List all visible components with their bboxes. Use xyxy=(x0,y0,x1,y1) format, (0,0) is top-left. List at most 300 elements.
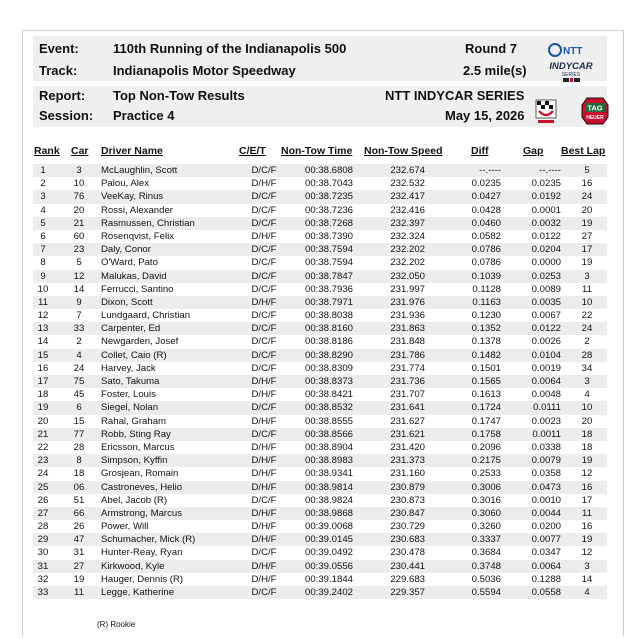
gap-cell: 0.0253 xyxy=(531,270,561,282)
event-value: 110th Running of the Indianapolis 500 xyxy=(113,41,347,56)
diff-cell: 0.1501 xyxy=(471,362,501,374)
cet-cell: D/C/F xyxy=(251,428,277,440)
rank-cell: 10 xyxy=(37,283,49,295)
cet-cell: D/C/F xyxy=(251,349,277,361)
cet-cell: D/H/F xyxy=(251,481,277,493)
car-number-cell: 9 xyxy=(76,296,82,308)
best-lap-cell: 24 xyxy=(581,191,593,203)
best-lap-cell: 10 xyxy=(581,402,593,414)
non-tow-time-cell: 00:38.7390 xyxy=(304,230,353,242)
car-number-cell: 31 xyxy=(73,547,85,559)
diff-cell: 0.3060 xyxy=(471,507,501,519)
car-number-cell: 76 xyxy=(73,191,85,203)
report-header-band xyxy=(33,86,607,127)
rank-cell: 25 xyxy=(37,481,49,493)
driver-name-cell: Foster, Louis xyxy=(101,389,156,401)
gap-cell: 0.0347 xyxy=(531,547,561,559)
cet-cell: D/H/F xyxy=(251,178,277,190)
gap-cell: 0.0019 xyxy=(531,362,561,374)
driver-name-cell: Ferrucci, Santino xyxy=(101,283,174,295)
rank-cell: 12 xyxy=(37,310,49,322)
cet-cell: D/H/F xyxy=(251,415,277,427)
car-number-cell: 06 xyxy=(73,481,85,493)
table-row xyxy=(33,283,607,296)
cet-cell: D/H/F xyxy=(251,455,277,467)
rank-cell: 30 xyxy=(37,547,49,559)
non-tow-speed-cell: 230.847 xyxy=(390,507,425,519)
cet-cell: D/H/F xyxy=(251,521,277,533)
diff-cell: 0.1758 xyxy=(471,428,501,440)
diff-cell: 0.1747 xyxy=(471,415,501,427)
gap-cell: 0.0079 xyxy=(531,455,561,467)
track-value: Indianapolis Motor Speedway xyxy=(113,63,296,78)
best-lap-cell: 17 xyxy=(581,244,593,256)
results-table xyxy=(33,164,607,599)
table-row xyxy=(33,349,607,362)
col-gap: Gap xyxy=(523,145,544,157)
car-number-cell: 24 xyxy=(73,362,85,374)
best-lap-cell: 28 xyxy=(581,349,593,361)
non-tow-time-cell: 00:38.7847 xyxy=(304,270,353,282)
gap-cell: --.---- xyxy=(539,165,561,176)
best-lap-cell: 16 xyxy=(581,521,593,533)
cet-cell: D/C/F xyxy=(251,362,277,374)
best-lap-cell: 19 xyxy=(581,257,593,269)
driver-name-cell: Palou, Alex xyxy=(101,178,150,190)
ntt-indycar-logo xyxy=(543,41,599,83)
diff-cell: 0.3337 xyxy=(471,534,501,546)
driver-name-cell: Hauger, Dennis (R) xyxy=(101,573,184,585)
diff-cell: 0.1128 xyxy=(472,283,501,295)
driver-name-cell: Harvey, Jack xyxy=(101,362,156,374)
best-lap-cell: 5 xyxy=(584,165,590,176)
table-row xyxy=(33,415,607,428)
diff-cell: 0.0428 xyxy=(471,204,501,216)
report-label: Report: xyxy=(39,88,86,103)
non-tow-time-cell: 00:38.9341 xyxy=(304,468,353,480)
rank-cell: 21 xyxy=(37,428,49,440)
rank-cell: 22 xyxy=(37,441,49,453)
rank-cell: 11 xyxy=(38,296,48,308)
non-tow-time-cell: 00:38.8186 xyxy=(304,336,353,348)
cet-cell: D/C/F xyxy=(251,587,277,598)
rank-cell: 28 xyxy=(37,521,49,533)
non-tow-speed-cell: 232.532 xyxy=(390,178,425,190)
non-tow-speed-cell: 231.848 xyxy=(390,336,425,348)
cet-cell: D/C/F xyxy=(251,547,277,559)
best-lap-cell: 11 xyxy=(582,283,592,295)
diff-cell: 0.1039 xyxy=(471,270,501,282)
rank-cell: 23 xyxy=(37,455,49,467)
non-tow-speed-cell: 232.397 xyxy=(390,217,425,229)
diff-cell: 0.0582 xyxy=(471,230,501,242)
best-lap-cell: 3 xyxy=(584,560,590,572)
car-number-cell: 20 xyxy=(73,204,85,216)
best-lap-cell: 4 xyxy=(584,587,590,598)
svg-text:INDYCAR: INDYCAR xyxy=(549,61,593,72)
cet-cell: D/C/F xyxy=(251,270,277,282)
cet-cell: D/H/F xyxy=(251,230,277,242)
non-tow-time-cell: 00:38.8555 xyxy=(304,415,353,427)
driver-name-cell: Siegel, Nolan xyxy=(101,402,159,414)
table-row xyxy=(33,520,607,533)
car-number-cell: 23 xyxy=(73,244,85,256)
rank-cell: 14 xyxy=(37,336,49,348)
table-row xyxy=(33,388,607,401)
event-header-band xyxy=(33,36,607,81)
gap-cell: 0.0192 xyxy=(531,191,561,203)
best-lap-cell: 27 xyxy=(581,230,593,242)
car-number-cell: 14 xyxy=(73,283,85,295)
non-tow-time-cell: 00:38.7268 xyxy=(304,217,353,229)
diff-cell: 0.2533 xyxy=(471,468,501,480)
non-tow-speed-cell: 231.736 xyxy=(390,376,425,387)
car-number-cell: 4 xyxy=(76,349,82,361)
col-diff: Diff xyxy=(471,145,489,157)
non-tow-speed-cell: 231.976 xyxy=(390,296,425,308)
non-tow-time-cell: 00:38.8532 xyxy=(304,402,353,414)
non-tow-speed-cell: 231.936 xyxy=(390,310,425,322)
non-tow-speed-cell: 230.873 xyxy=(390,494,425,506)
col-best-lap: Best Lap xyxy=(561,145,606,157)
non-tow-speed-cell: 232.416 xyxy=(390,204,425,216)
diff-cell: 0.1378 xyxy=(471,336,501,348)
driver-name-cell: Hunter-Reay, Ryan xyxy=(101,547,183,559)
non-tow-speed-cell: 231.641 xyxy=(390,402,425,414)
best-lap-cell: 4 xyxy=(584,389,590,401)
diff-cell: 0.0427 xyxy=(471,191,501,203)
car-number-cell: 11 xyxy=(74,587,84,598)
cet-cell: D/H/F xyxy=(251,389,277,401)
diff-cell: 0.0235 xyxy=(471,178,501,190)
gap-cell: 0.0558 xyxy=(531,587,561,598)
non-tow-speed-cell: 229.683 xyxy=(390,573,425,585)
results-sheet xyxy=(22,30,624,636)
table-row xyxy=(33,375,607,388)
gap-cell: 0.0035 xyxy=(531,296,561,308)
table-row xyxy=(33,494,607,507)
session-value: Practice 4 xyxy=(113,108,175,123)
cet-cell: D/H/F xyxy=(251,296,277,308)
col-driver-name: Driver Name xyxy=(101,145,163,157)
best-lap-cell: 12 xyxy=(581,468,593,480)
cet-cell: D/C/F xyxy=(251,204,277,216)
best-lap-cell: 12 xyxy=(581,547,593,559)
svg-text:NTT: NTT xyxy=(563,46,583,57)
best-lap-cell: 24 xyxy=(581,323,593,335)
non-tow-time-cell: 00:38.8566 xyxy=(304,428,353,440)
car-number-cell: 10 xyxy=(73,178,85,190)
driver-name-cell: O'Ward, Pato xyxy=(101,257,158,269)
table-row xyxy=(33,533,607,546)
svg-text:HEUER: HEUER xyxy=(586,115,604,121)
non-tow-speed-cell: 230.683 xyxy=(390,534,425,546)
rank-cell: 3 xyxy=(40,191,46,203)
gap-cell: 0.0023 xyxy=(531,415,561,427)
driver-name-cell: Schumacher, Mick (R) xyxy=(101,534,196,546)
non-tow-time-cell: 00:39.0145 xyxy=(304,534,353,546)
best-lap-cell: 16 xyxy=(581,178,593,190)
car-number-cell: 19 xyxy=(73,573,85,585)
car-number-cell: 27 xyxy=(73,560,85,572)
rank-cell: 29 xyxy=(37,534,49,546)
diff-cell: 0.5036 xyxy=(471,573,501,585)
rank-cell: 32 xyxy=(37,573,49,585)
rank-cell: 15 xyxy=(37,349,49,361)
non-tow-time-cell: 00:39.0492 xyxy=(304,547,353,559)
table-row xyxy=(33,230,607,243)
non-tow-speed-cell: 231.420 xyxy=(390,441,425,453)
table-row xyxy=(33,573,607,586)
car-number-cell: 60 xyxy=(73,230,85,242)
table-row xyxy=(33,362,607,375)
gap-cell: 0.0044 xyxy=(531,507,561,519)
cet-cell: D/H/F xyxy=(251,507,277,519)
driver-name-cell: Daly, Conor xyxy=(101,244,151,256)
non-tow-speed-cell: 230.879 xyxy=(390,481,425,493)
non-tow-time-cell: 00:38.7936 xyxy=(304,283,353,295)
diff-cell: 0.2096 xyxy=(471,441,501,453)
rank-cell: 26 xyxy=(37,494,49,506)
rank-cell: 24 xyxy=(37,468,49,480)
best-lap-cell: 19 xyxy=(581,534,593,546)
non-tow-time-cell: 00:38.7043 xyxy=(304,178,353,190)
cet-cell: D/H/F xyxy=(251,560,277,572)
gap-cell: 0.0473 xyxy=(531,481,561,493)
gap-cell: 0.0338 xyxy=(531,441,561,453)
rank-cell: 18 xyxy=(37,389,49,401)
non-tow-time-cell: 00:38.7236 xyxy=(304,204,353,216)
round-label: Round 7 xyxy=(465,41,517,56)
gap-cell: 0.0032 xyxy=(531,217,561,229)
session-label: Session: xyxy=(39,108,94,123)
rank-cell: 19 xyxy=(37,402,49,414)
gap-cell: 0.0111 xyxy=(533,402,561,414)
best-lap-cell: 14 xyxy=(581,573,593,585)
cet-cell: D/C/F xyxy=(251,402,277,414)
cet-cell: D/C/F xyxy=(251,336,277,348)
rank-cell: 16 xyxy=(37,362,49,374)
gap-cell: 0.0122 xyxy=(531,323,561,335)
car-number-cell: 7 xyxy=(76,310,82,322)
speedway-logo xyxy=(535,99,557,125)
non-tow-time-cell: 00:38.8373 xyxy=(304,376,353,387)
car-number-cell: 2 xyxy=(76,336,82,348)
gap-cell: 0.0001 xyxy=(531,204,561,216)
rookie-footnote: (R) Rookie xyxy=(97,620,136,629)
gap-cell: 0.0104 xyxy=(531,349,561,361)
car-number-cell: 26 xyxy=(73,521,85,533)
table-row xyxy=(33,177,607,190)
driver-name-cell: McLaughlin, Scott xyxy=(101,165,178,176)
best-lap-cell: 10 xyxy=(581,296,593,308)
non-tow-speed-cell: 231.863 xyxy=(390,323,425,335)
rank-cell: 33 xyxy=(37,587,49,598)
non-tow-speed-cell: 232.050 xyxy=(390,270,425,282)
rank-cell: 5 xyxy=(40,217,46,229)
gap-cell: 0.0064 xyxy=(531,376,561,387)
table-row xyxy=(33,546,607,559)
driver-name-cell: Malukas, David xyxy=(101,270,167,282)
non-tow-speed-cell: 230.729 xyxy=(390,521,425,533)
car-number-cell: 3 xyxy=(76,165,82,176)
table-row xyxy=(33,481,607,494)
gap-cell: 0.0000 xyxy=(531,257,561,269)
gap-cell: 0.1288 xyxy=(531,573,561,585)
diff-cell: 0.1565 xyxy=(471,376,501,387)
cet-cell: D/H/F xyxy=(251,468,277,480)
car-number-cell: 8 xyxy=(76,455,82,467)
non-tow-time-cell: 00:38.6808 xyxy=(304,165,353,176)
non-tow-time-cell: 00:38.7971 xyxy=(304,296,353,308)
col-rank: Rank xyxy=(34,145,60,157)
rank-cell: 1 xyxy=(40,165,46,176)
diff-cell: 0.1482 xyxy=(471,349,501,361)
cet-cell: D/C/F xyxy=(251,244,277,256)
diff-cell: 0.0786 xyxy=(471,244,501,256)
gap-cell: 0.0077 xyxy=(531,534,561,546)
car-number-cell: 33 xyxy=(73,323,85,335)
non-tow-time-cell: 00:38.9824 xyxy=(304,494,353,506)
driver-name-cell: Simpson, Kyffin xyxy=(101,455,168,467)
diff-cell: --.---- xyxy=(479,165,501,176)
cet-cell: D/H/F xyxy=(251,376,277,387)
non-tow-speed-cell: 231.621 xyxy=(390,428,425,440)
driver-name-cell: Rosenqvist, Felix xyxy=(101,230,175,242)
non-tow-speed-cell: 231.774 xyxy=(390,362,425,374)
table-row xyxy=(33,190,607,203)
rank-cell: 8 xyxy=(40,257,46,269)
best-lap-cell: 17 xyxy=(581,494,593,506)
gap-cell: 0.0200 xyxy=(531,521,561,533)
best-lap-cell: 19 xyxy=(581,455,593,467)
gap-cell: 0.0064 xyxy=(531,560,561,572)
gap-cell: 0.0011 xyxy=(532,428,561,440)
best-lap-cell: 3 xyxy=(584,270,590,282)
non-tow-time-cell: 00:39.0068 xyxy=(304,521,353,533)
diff-cell: 0.1163 xyxy=(472,296,501,308)
non-tow-time-cell: 00:38.7594 xyxy=(304,244,353,256)
best-lap-cell: 16 xyxy=(581,481,593,493)
col-car: Car xyxy=(71,145,89,157)
diff-cell: 0.1352 xyxy=(471,323,501,335)
diff-cell: 0.3006 xyxy=(471,481,501,493)
best-lap-cell: 18 xyxy=(581,428,593,440)
table-row xyxy=(33,270,607,283)
event-label: Event: xyxy=(39,41,79,56)
gap-cell: 0.0122 xyxy=(531,230,561,242)
driver-name-cell: Legge, Katherine xyxy=(101,587,175,598)
cet-cell: D/C/F xyxy=(251,257,277,269)
non-tow-speed-cell: 231.373 xyxy=(390,455,425,467)
rank-cell: 4 xyxy=(40,204,46,216)
non-tow-time-cell: 00:38.8160 xyxy=(304,323,353,335)
table-row xyxy=(33,335,607,348)
driver-name-cell: Ericsson, Marcus xyxy=(101,441,175,453)
driver-name-cell: Lundgaard, Christian xyxy=(101,310,191,322)
driver-name-cell: Sato, Takuma xyxy=(101,376,160,387)
car-number-cell: 15 xyxy=(73,415,85,427)
driver-name-cell: Rasmussen, Christian xyxy=(101,217,195,229)
car-number-cell: 18 xyxy=(73,468,85,480)
cet-cell: D/C/F xyxy=(251,494,277,506)
non-tow-speed-cell: 232.202 xyxy=(390,244,425,256)
non-tow-time-cell: 00:38.8904 xyxy=(304,441,353,453)
driver-name-cell: Collet, Caio (R) xyxy=(101,349,167,361)
gap-cell: 0.0235 xyxy=(531,178,561,190)
gap-cell: 0.0048 xyxy=(531,389,561,401)
table-row xyxy=(33,243,607,256)
table-row xyxy=(33,217,607,230)
non-tow-time-cell: 00:39.0556 xyxy=(304,560,353,572)
non-tow-time-cell: 00:38.7594 xyxy=(304,257,353,269)
non-tow-time-cell: 00:39.1844 xyxy=(304,573,353,585)
non-tow-speed-cell: 230.478 xyxy=(390,547,425,559)
table-row xyxy=(33,322,607,335)
cet-cell: D/C/F xyxy=(251,283,277,295)
non-tow-time-cell: 00:38.8421 xyxy=(304,389,353,401)
non-tow-time-cell: 00:38.8983 xyxy=(304,455,353,467)
best-lap-cell: 2 xyxy=(584,336,590,348)
car-number-cell: 12 xyxy=(73,270,85,282)
driver-name-cell: Castroneves, Helio xyxy=(101,481,183,493)
diff-cell: 0.1613 xyxy=(471,389,501,401)
non-tow-speed-cell: 231.997 xyxy=(390,283,425,295)
non-tow-speed-cell: 232.202 xyxy=(390,257,425,269)
cet-cell: D/C/F xyxy=(251,323,277,335)
svg-text:SERIES: SERIES xyxy=(561,72,581,78)
col-cet: C/E/T xyxy=(239,145,266,157)
table-row xyxy=(33,164,607,177)
table-row xyxy=(33,507,607,520)
cet-cell: D/C/F xyxy=(251,191,277,203)
driver-name-cell: VeeKay, Rinus xyxy=(101,191,164,203)
report-value: Top Non-Tow Results xyxy=(113,88,245,103)
car-number-cell: 51 xyxy=(73,494,85,506)
non-tow-time-cell: 00:38.8290 xyxy=(304,349,353,361)
col-non-tow-speed: Non-Tow Speed xyxy=(364,145,443,157)
cet-cell: D/H/F xyxy=(251,534,277,546)
rank-cell: 9 xyxy=(40,270,46,282)
non-tow-speed-cell: 232.417 xyxy=(390,191,425,203)
col-non-tow-time: Non-Tow Time xyxy=(281,145,353,157)
car-number-cell: 77 xyxy=(73,428,85,440)
rank-cell: 20 xyxy=(37,415,49,427)
non-tow-time-cell: 00:39.2402 xyxy=(304,587,353,598)
gap-cell: 0.0204 xyxy=(531,244,561,256)
non-tow-speed-cell: 232.324 xyxy=(390,230,425,242)
non-tow-time-cell: 00:38.9814 xyxy=(304,481,353,493)
gap-cell: 0.0358 xyxy=(531,468,561,480)
rank-cell: 31 xyxy=(37,560,49,572)
table-row xyxy=(33,256,607,269)
track-label: Track: xyxy=(39,63,78,78)
non-tow-speed-cell: 232.674 xyxy=(390,165,425,176)
best-lap-cell: 20 xyxy=(581,415,593,427)
cet-cell: D/C/F xyxy=(251,165,277,176)
table-row xyxy=(33,454,607,467)
driver-name-cell: Abel, Jacob (R) xyxy=(101,494,168,506)
non-tow-time-cell: 00:38.8309 xyxy=(304,362,353,374)
non-tow-speed-cell: 231.707 xyxy=(390,389,425,401)
car-number-cell: 28 xyxy=(73,441,85,453)
non-tow-time-cell: 00:38.7235 xyxy=(304,191,353,203)
table-row xyxy=(33,296,607,309)
driver-name-cell: Grosjean, Romain xyxy=(101,468,179,480)
diff-cell: 0.1230 xyxy=(471,310,501,322)
table-row xyxy=(33,560,607,573)
gap-cell: 0.0026 xyxy=(531,336,561,348)
